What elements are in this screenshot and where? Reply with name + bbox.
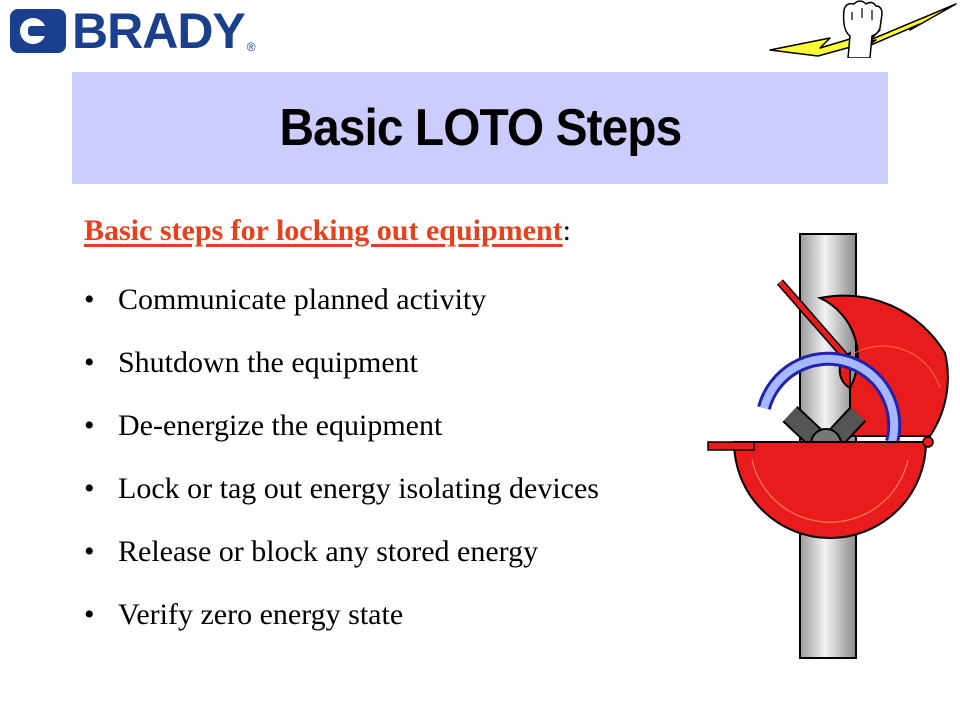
step-text: De-energize the equipment	[118, 409, 443, 442]
step-text: Release or block any stored energy	[118, 535, 539, 568]
bullet: •	[84, 472, 95, 505]
list-item	[84, 595, 599, 658]
bullet: •	[84, 346, 95, 379]
steps-list	[84, 280, 599, 658]
intro-heading	[84, 214, 571, 248]
intro-link[interactable]: Basic steps for locking out equipment	[84, 214, 563, 247]
brady-logo	[10, 3, 260, 59]
list-item	[84, 343, 599, 406]
step-text: Shutdown the equipment	[118, 346, 418, 379]
logo-text: BRADY	[72, 3, 245, 59]
bullet: •	[84, 598, 95, 631]
list-item	[84, 406, 599, 469]
logo-registered-mark: ®	[246, 40, 256, 54]
lightning-bolt-fist-icon	[760, 0, 960, 58]
step-text: Communicate planned activity	[118, 283, 487, 316]
step-text: Lock or tag out energy isolating devices	[118, 472, 599, 505]
brady-logo-icon	[10, 9, 66, 53]
bullet: •	[84, 409, 95, 442]
list-item	[84, 532, 599, 595]
page-title: Basic LOTO Steps	[279, 99, 681, 157]
valve-lockout-device-icon	[700, 228, 960, 660]
title-banner	[72, 72, 888, 184]
list-item	[84, 280, 599, 343]
list-item	[84, 469, 599, 532]
intro-suffix: :	[562, 214, 571, 247]
bullet: •	[84, 283, 95, 316]
step-text: Verify zero energy state	[118, 598, 404, 631]
bullet: •	[84, 535, 95, 568]
